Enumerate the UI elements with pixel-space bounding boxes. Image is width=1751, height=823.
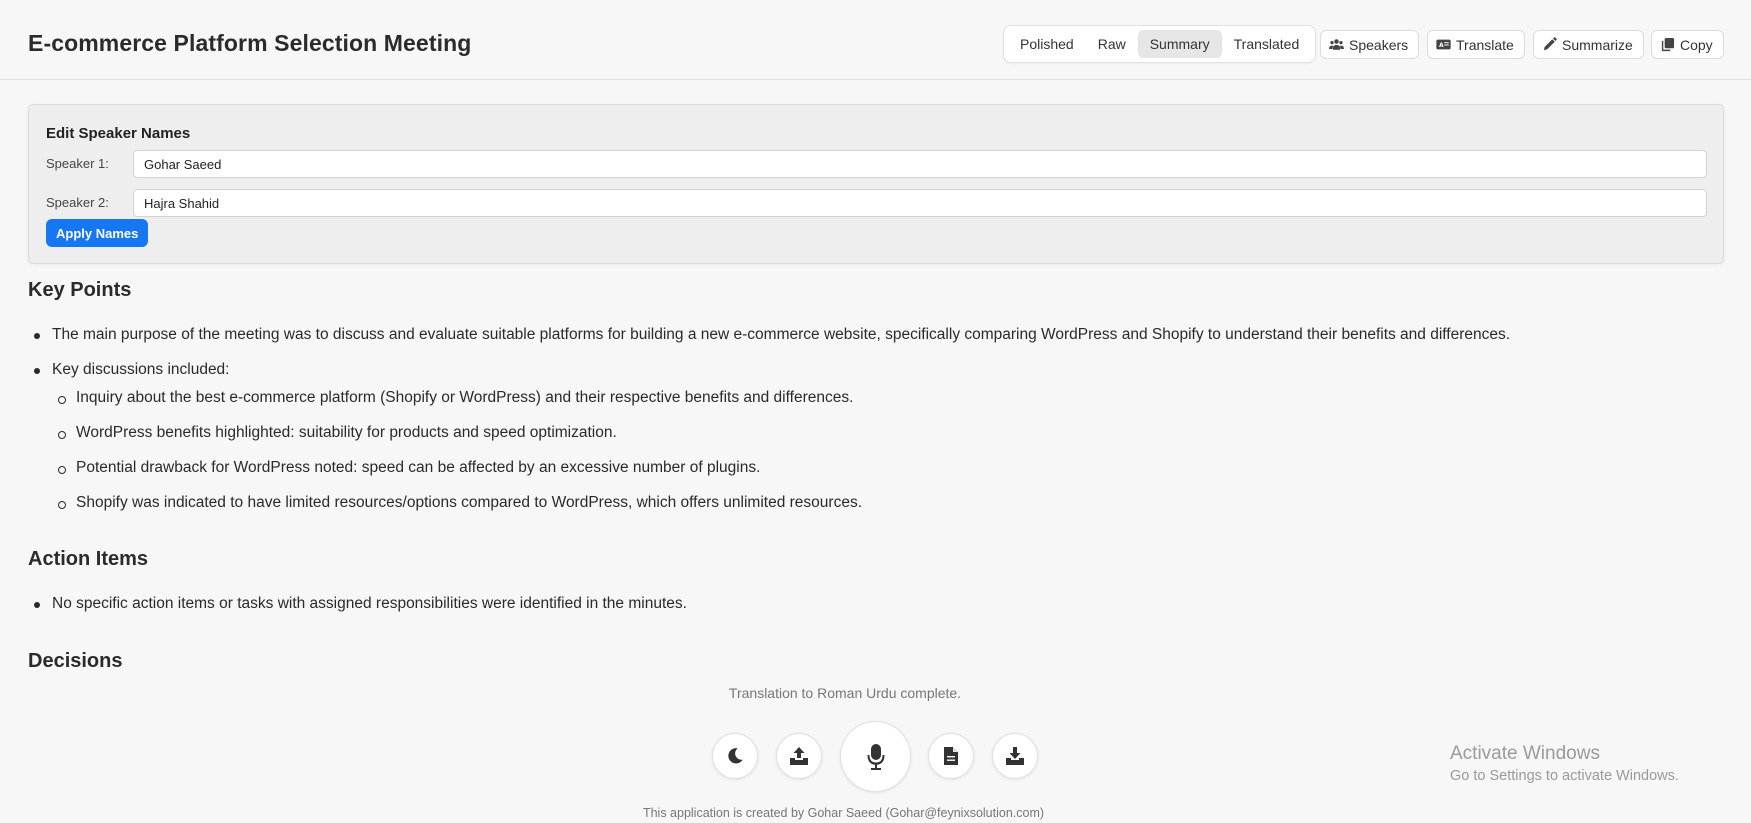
speakers-button[interactable] [1320, 30, 1419, 59]
action-items-heading: Action Items [28, 548, 149, 570]
list-item: Potential drawback for WordPress noted: speed can be affected by an excessive number of plugins. [76, 459, 761, 476]
list-item: Shopify was indicated to have limited resources/options compared to WordPress, which offers unlimited resources. [76, 494, 862, 511]
speaker-editor-panel [28, 104, 1724, 264]
app-header [0, 0, 1751, 80]
activate-windows-title: Activate Windows [1450, 743, 1600, 764]
copy-icon [1660, 37, 1675, 52]
translate-button-label: Translate [1456, 36, 1514, 53]
list-item: Inquiry about the best e-commerce platform (Shopify or WordPress) and their respective benefits and differences. [76, 389, 854, 406]
tab-translated[interactable]: Translated [1233, 36, 1300, 52]
key-points-heading: Key Points [28, 279, 132, 301]
download-button[interactable] [992, 733, 1038, 779]
copy-button[interactable] [1651, 30, 1724, 59]
list-item: No specific action items or tasks with assigned responsibilities were identified in the minutes. [52, 595, 687, 612]
page-title: E-commerce Platform Selection Meeting [28, 30, 472, 56]
tab-raw[interactable]: Raw [1097, 36, 1126, 52]
speaker-2-input[interactable] [133, 189, 1707, 217]
pencil-icon [1542, 37, 1557, 52]
speakers-button-label: Speakers [1349, 36, 1409, 53]
speaker-2-label: Speaker 2: [46, 195, 109, 210]
translate-button[interactable] [1427, 30, 1525, 59]
upload-icon [789, 746, 809, 766]
summarize-button[interactable] [1533, 30, 1644, 59]
list-item: The main purpose of the meeting was to discuss and evaluate suitable platforms for building a new e-commerce website, specifically comparing WordPress and Shopify to understand their benefits and differences. [52, 326, 1511, 343]
status-message: Translation to Roman Urdu complete. [728, 685, 962, 701]
dark-mode-button[interactable] [712, 733, 758, 779]
speaker-1-label: Speaker 1: [46, 156, 109, 171]
tab-summary[interactable]: Summary [1138, 30, 1222, 58]
activate-windows-subtitle: Go to Settings to activate Windows. [1450, 768, 1679, 784]
summarize-button-label: Summarize [1562, 36, 1633, 53]
speaker-1-input[interactable] [133, 150, 1707, 178]
speaker-editor-title: Edit Speaker Names [46, 125, 191, 142]
moon-icon [726, 747, 744, 765]
record-button[interactable] [840, 721, 911, 792]
tab-polished[interactable]: Polished [1020, 36, 1074, 52]
transcript-button[interactable] [928, 733, 974, 779]
decisions-heading: Decisions [28, 650, 123, 672]
footer-credit: This application is created by Gohar Saeed (Gohar@feynixsolution.com) [642, 806, 1045, 820]
list-item: Key discussions included: [52, 361, 230, 378]
view-mode-tabs [1003, 25, 1316, 63]
apply-names-button[interactable]: Apply Names [46, 219, 148, 247]
list-item: WordPress benefits highlighted: suitability for products and speed optimization. [76, 424, 617, 441]
document-icon [943, 746, 959, 766]
copy-button-label: Copy [1680, 36, 1713, 53]
upload-button[interactable] [776, 733, 822, 779]
users-icon [1329, 37, 1344, 52]
svg-text:A: A [1439, 42, 1444, 50]
language-icon [1436, 37, 1451, 52]
microphone-icon [865, 743, 887, 771]
download-icon [1005, 746, 1025, 766]
